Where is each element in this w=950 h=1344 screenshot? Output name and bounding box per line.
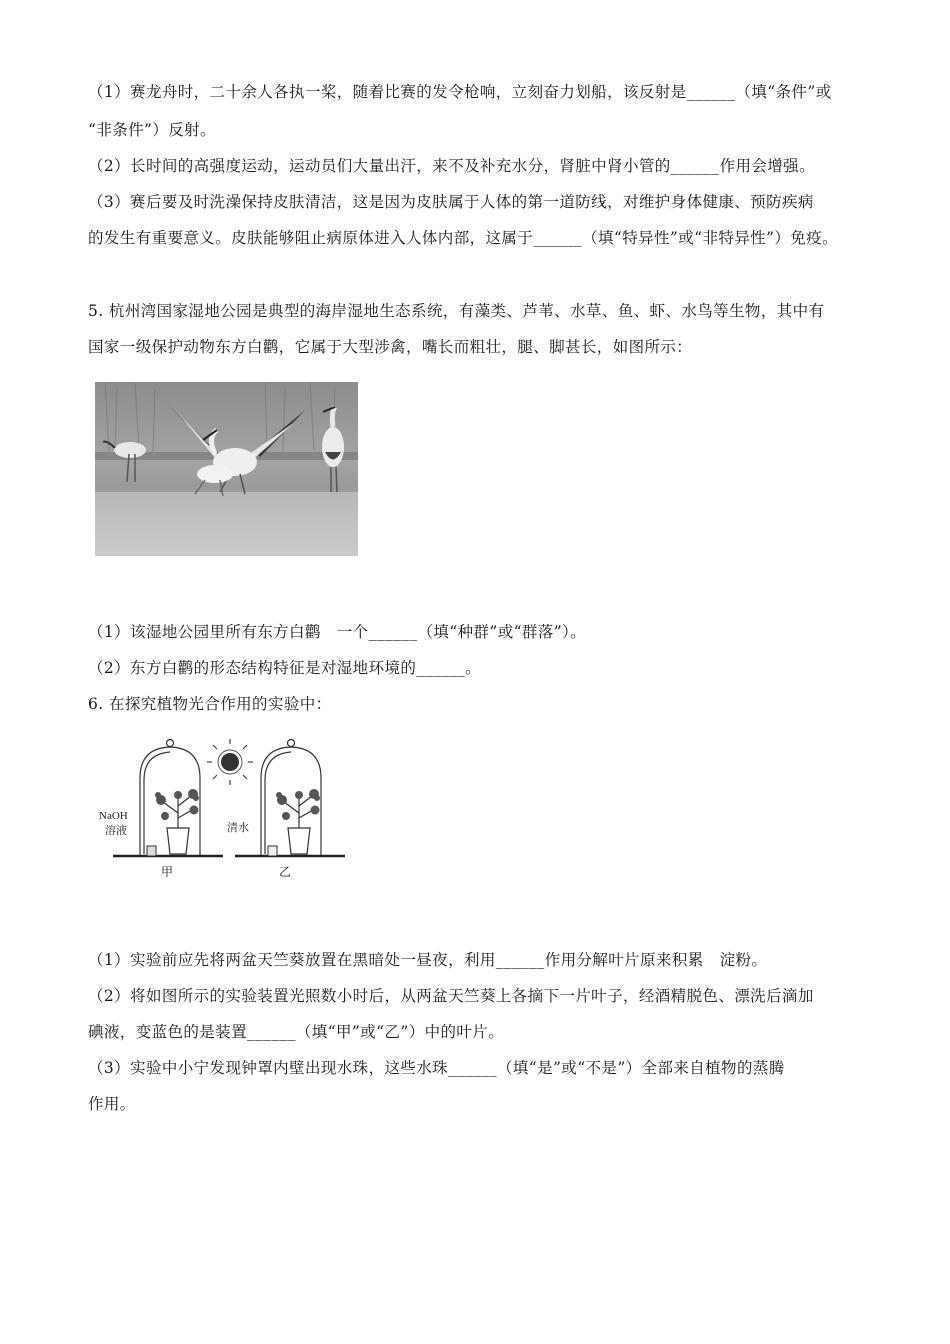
jar-a-label: 甲 <box>161 865 174 879</box>
q6-stem: 6. 在探究植物光合作用的实验中： <box>88 695 332 713</box>
q5-stem-line2: 国家一级保护动物东方白鹳，它属于大型涉禽，嘴长而粗壮，腿、脚甚长，如图所示： <box>88 338 693 356</box>
jar-b-label: 乙 <box>279 865 292 879</box>
water-label: 清水 <box>227 822 249 834</box>
q6-part2-line2: 碘液，变蓝色的是装置______（填“甲”或“乙”）中的叶片。 <box>88 1023 505 1041</box>
q4-part2: （2）长时间的高强度运动，运动员们大量出汗，来不及补充水分，肾脏中肾小管的______作用会增强。 <box>88 157 815 175</box>
q5-part2: （2）东方白鹳的形态结构特征是对湿地环境的______。 <box>88 659 482 677</box>
q4-part3-line1: （3）赛后要及时洗澡保持皮肤清洁，这是因为皮肤属于人体的第一道防线，对维护身体健康、预防疾病 <box>88 193 814 211</box>
q4-part1-line1: （1）赛龙舟时，二十余人各执一桨，随着比赛的发令枪响，立刻奋力划船，该反射是______（填“条件”或 <box>88 83 832 101</box>
q6-part3-line1: （3）实验中小宁发现钟罩内壁出现水珠，这些水珠______（填“是”或“不是”）全部来自植物的蒸腾 <box>88 1059 785 1077</box>
photosynthesis-bell-jar-diagram <box>95 738 350 883</box>
q6-part1: （1）实验前应先将两盆天竺葵放置在黑暗处一昼夜，利用______作用分解叶片原来积累 淀粉。 <box>88 951 768 969</box>
q4-part3-line2: 的发生有重要意义。皮肤能够阻止病原体进入人体内部，这属于______（填“特异性”或“非特异性”）免疫。 <box>88 229 838 247</box>
sun-icon <box>207 739 253 785</box>
q6-part2-line1: （2）将如图所示的实验装置光照数小时后，从两盆天竺葵上各摘下一片叶子，经酒精脱色、漂洗后滴加 <box>88 987 814 1005</box>
q5-stem-line1: 5. 杭州湾国家湿地公园是典型的海岸湿地生态系统，有藻类、芦苇、水草、鱼、虾、水鸟等生物，其中有 <box>88 302 825 320</box>
q6-part3-line2: 作用。 <box>88 1095 136 1113</box>
naoh-label-line2: 溶液 <box>105 825 127 837</box>
q5-part1: （1）该湿地公园里所有东方白鹳 一个______（填“种群”或“群落”）。 <box>88 623 587 641</box>
oriental-stork-photo <box>95 382 358 556</box>
naoh-label-line1: NaOH <box>99 810 128 822</box>
q4-part1-line2: “非条件”）反射。 <box>88 121 216 139</box>
